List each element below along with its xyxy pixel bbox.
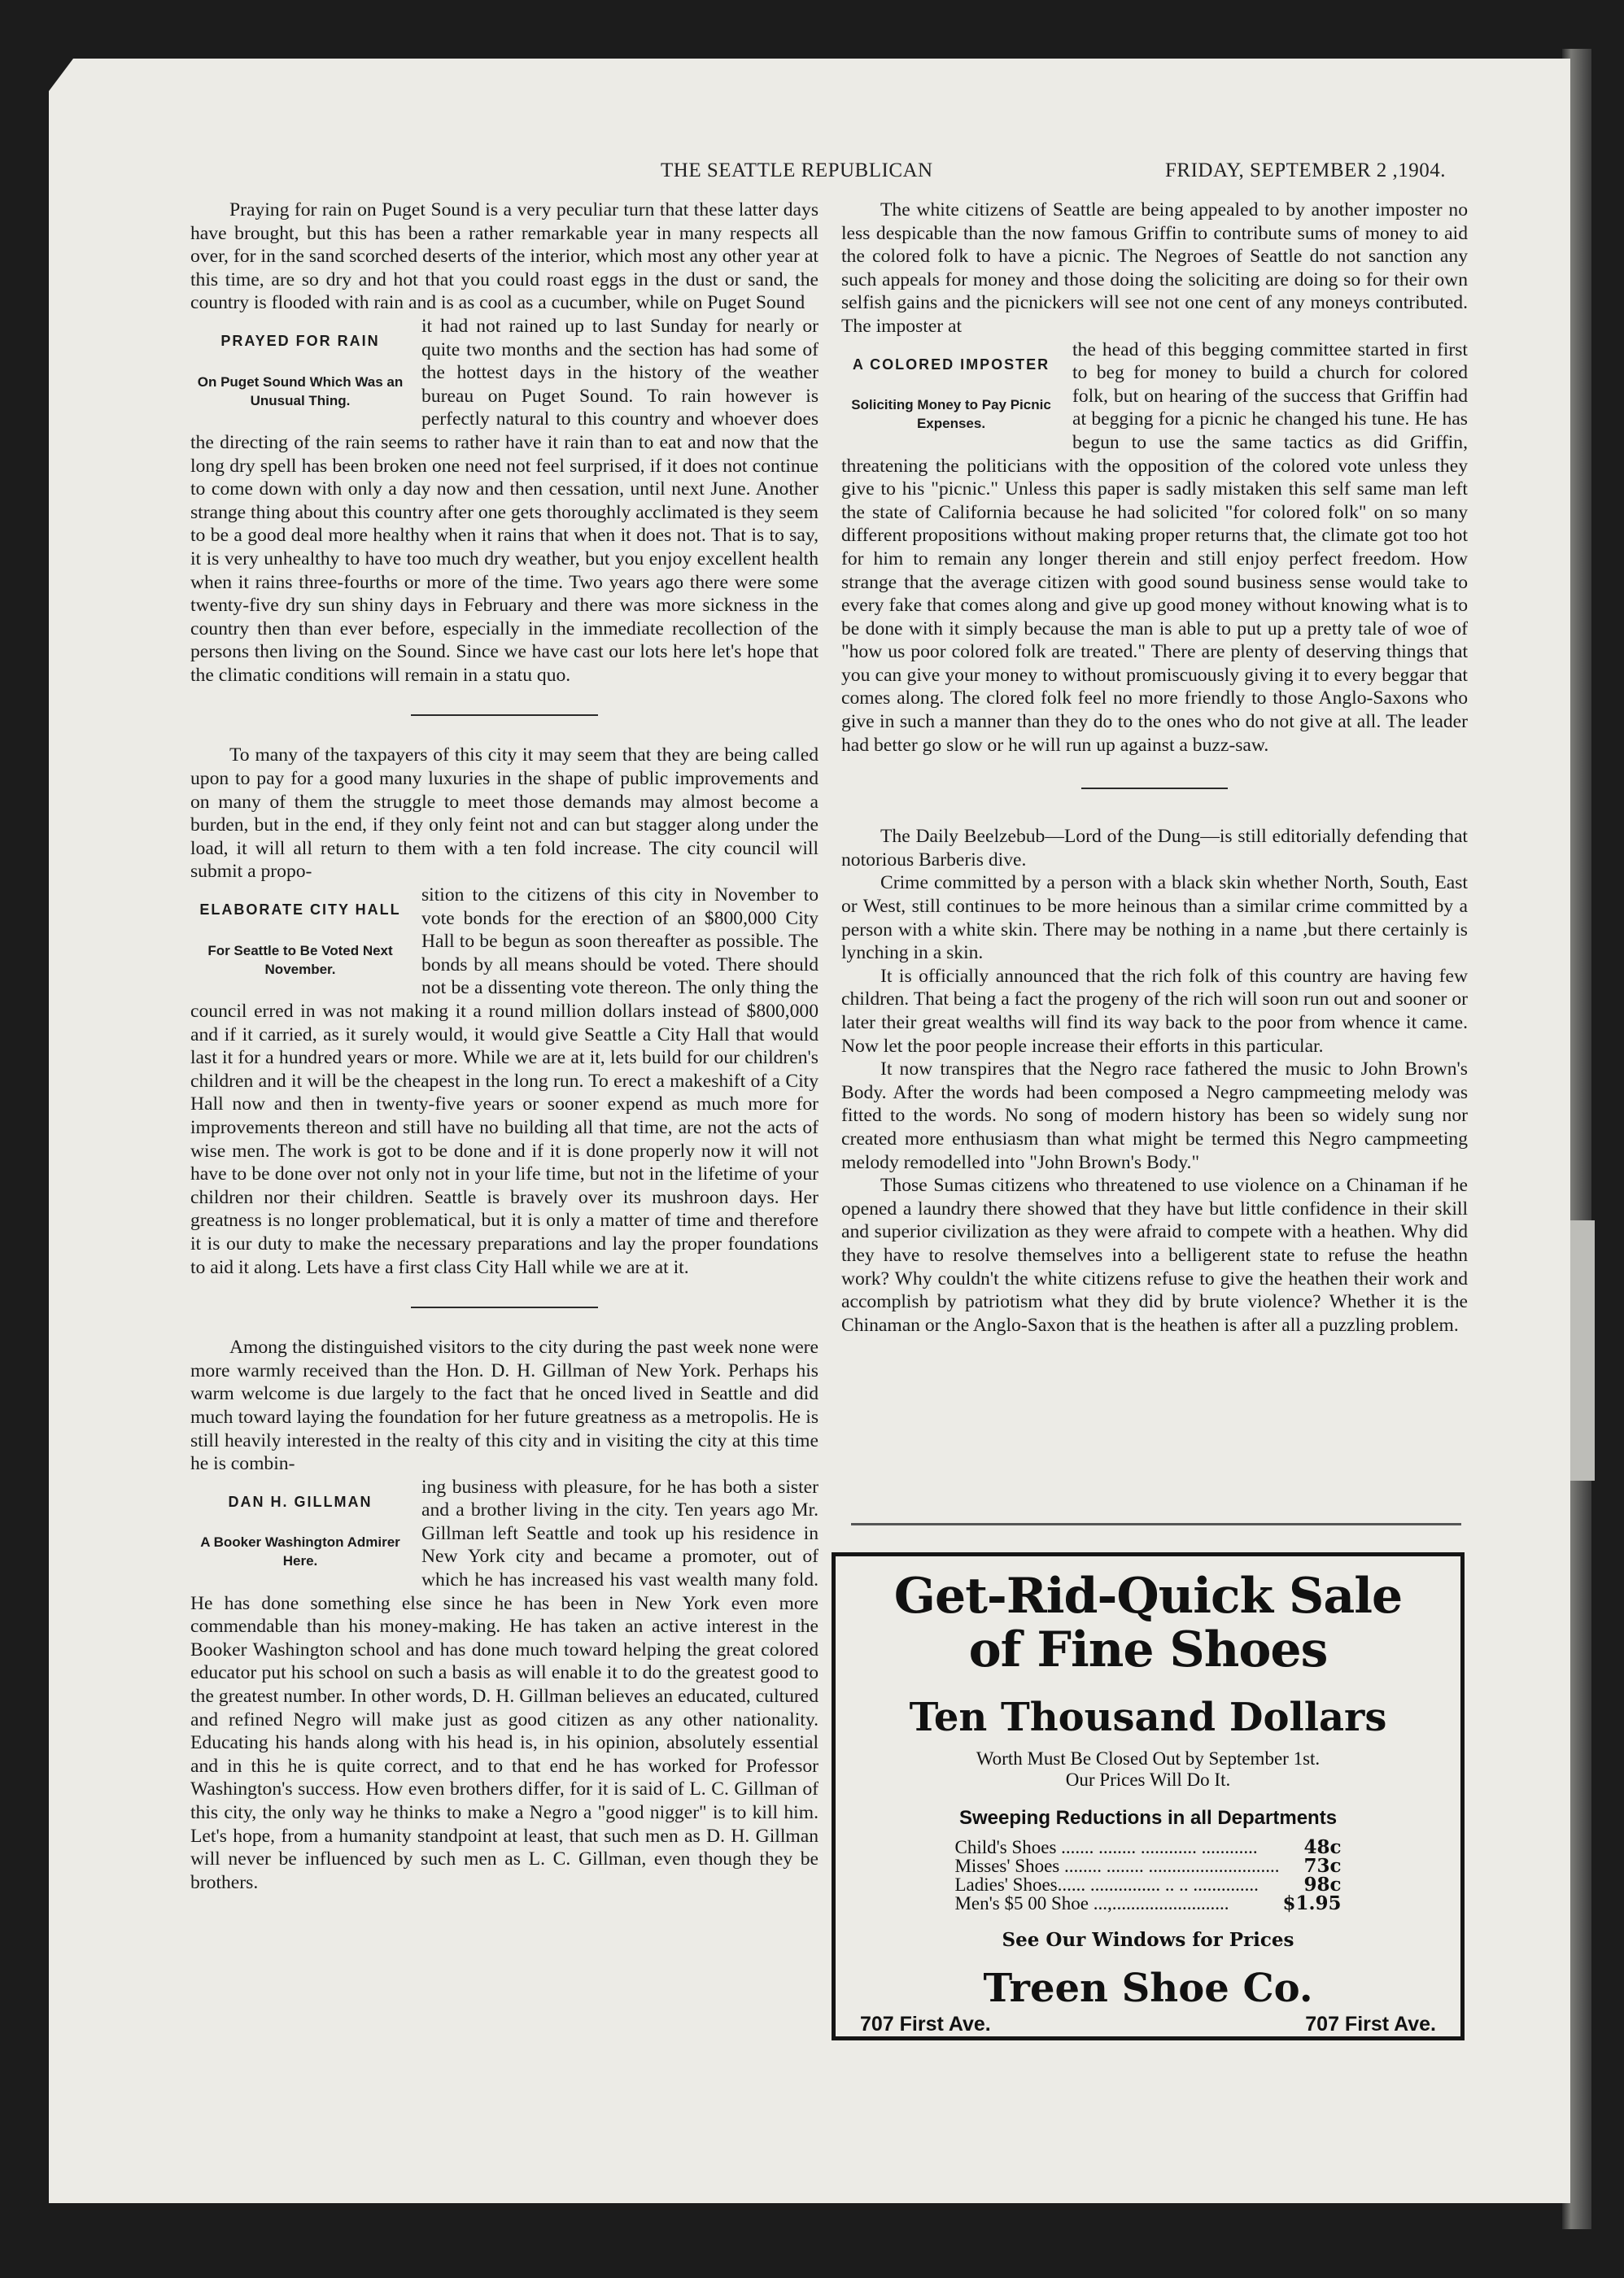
ad-amount: Ten Thousand Dollars: [909, 1695, 1387, 1740]
article-side-headline: [190, 1490, 410, 1571]
item-price: $1.95: [1282, 1892, 1342, 1914]
right-column: [841, 199, 1468, 1337]
item-name-text: Child's Shoes: [954, 1837, 1057, 1857]
ad-reductions-heading: Sweeping Reductions in all Departments: [958, 1807, 1338, 1829]
article-text-span: The white citizens of Seattle are being appealed to by another imposter no less despicable than the now famous Griffin to contribute sums of money to aid the colored folk to have a picnic. The Negroes of Seattle do not sanction any such appeals for money and those doing the soliciting are doing so for their own selfish gains and the picnickers will see not one cent of any moneys contributed. The imposter at: [841, 199, 1468, 337]
article-text-span: the head of this begging committee started in first to beg for money to build a church for colored folk, but on hearing of the success that Griffin had at begging for a picnic he changed his tune. He has begun to use the same tactics as did Griffin, threatening the politicians with the opposition of the colored vote unless they give to his "picnic." Unless this paper is sadly mistaken this self same man left the state of California because he had solicited "for colored folk" on so many different propositions without making proper returns that, the climate got too hot for him to remain any longer therein and still enjoy perfect freedom. How strange that the average citizen with good sound business sense would take to every fake that comes along and give up good money without knowing what is to be done with it simply because the man is able to put up a pretty tale of woe of "how us poor colored folk are treated." There are plenty of deserving things that you can give your money to without promiscuously giving it to every beggar that comes along. The clored folk feel no more friendly to those Anglo-Saxons who give in such a manner than they do to the ones who do not give at all. The leader had better go slow or he will run up against a buzz-saw.: [841, 338, 1468, 756]
article-text: [190, 199, 819, 315]
article-prayed-for-rain: [190, 199, 819, 687]
headline-subtitle: A Booker Washington Admirer Here.: [200, 1534, 400, 1569]
ad-headline-line2: of Fine Shoes: [968, 1621, 1328, 1678]
item-price: 48c: [1303, 1836, 1342, 1858]
ad-separator-rule: [851, 1523, 1461, 1525]
headline-title: A COLORED IMPOSTER: [852, 356, 1050, 373]
article-city-hall: [190, 744, 819, 1279]
article-gillman: [190, 1336, 819, 1894]
headline-subtitle: For Seattle to Be Voted Next November.: [207, 942, 393, 977]
dot-leader: ...... ............... .. .. ..............: [1057, 1874, 1259, 1895]
ad-address-right: 707 First Ave.: [1305, 2013, 1436, 2036]
item-price: 98c: [1303, 1874, 1342, 1896]
ad-address-left: 707 First Ave.: [860, 2013, 991, 2036]
price-row: [954, 1894, 1341, 1913]
price-row: [954, 1857, 1341, 1875]
article-colored-imposter: [841, 199, 1468, 757]
ad-see-windows: See Our Windows for Prices: [1002, 1929, 1294, 1951]
ad-headline: Get-Rid-Quick Sale: [893, 1568, 1403, 1625]
item-name: [954, 1894, 1279, 1913]
shoe-sale-advertisement: [832, 1552, 1465, 2040]
headline-subtitle: Soliciting Money to Pay Picnic Expenses.: [851, 397, 1051, 432]
article-text-span: To many of the taxpayers of this city it may seem that they are being called upon to pay for a good many luxuries in the shape of public improvements and on many of them the struggle to meet those demands may almost become a burden, but in the end, if they only feint not and can but stagger along under the load, it will all return to them with a ten fold increase. The city council will submit a propo-: [190, 744, 819, 883]
ad-address-row: [836, 2013, 1460, 2036]
editorial-paragraph: The Daily Beelzebub—Lord of the Dung—is still editorially defending that notorious Barberis dive.: [841, 826, 1468, 871]
editorial-paragraph: Crime committed by a person with a black skin whether North, South, East or West, still continues to be more heinous than a similar crime committed by a person with a white skin. There may be nothing in a name ,but there certainly is lynching in a skin.: [841, 872, 1468, 964]
item-name-text: Misses' Shoes: [954, 1856, 1060, 1876]
dot-leader: ...,.........................: [1089, 1893, 1229, 1914]
page-edge-highlight: [1570, 1220, 1595, 1481]
headline-title: DAN H. GILLMAN: [228, 1493, 373, 1510]
item-name-text: Ladies' Shoes: [954, 1874, 1058, 1895]
editorial-paragraphs: [841, 825, 1468, 1337]
article-text-span: sition to the citizens of this city in November to vote bonds for the erection of an $800,000 City Hall to be begun as soon thereafter as possible. The bonds by all means should be voted. There should not be a dissenting vote thereon. The only thing the council erred in was not making it a round million dollars instead of $800,000 and if it carried, as it surely would, it would give Seattle a City Hall that would last it for a hundred years or more. While we are at it, lets build for our children's children and it will be the cheapest in the long run. To erect a makeshift of a City Hall now and then in twenty-five years or sooner expend as much more for improvements thereon and still have no building all that time, are not the acts of wise men. The work is got to be done and if it is done properly now it will not have to be done over not only not in your life time, but not in the lifetime of your children nor their children. Seattle is bravely over its mushroon days. Her greatness is no longer problematical, but it is only a matter of time and therefore it is our duty to make the necessary preparations and lay the proper foundations to aid it along. Lets have a first class City Hall while we are at it.: [190, 884, 819, 1278]
ad-worth-line: Worth Must Be Closed Out by September 1st.: [976, 1748, 1321, 1769]
dot-leader: ........ ........ ............................: [1059, 1856, 1280, 1876]
left-column: [190, 199, 819, 1894]
section-divider: [411, 714, 598, 716]
masthead-paper-name: THE SEATTLE REPUBLICAN: [661, 159, 933, 181]
article-text-span: Praying for rain on Puget Sound is a very peculiar turn that these latter days have brought, but this has been a rather remarkable year in many respects all over, for in the sand scorched deserts of the interior, which most any other year at this time, are so dry and hot that you could roast eggs in the dust or sand, the country is flooded with rain and is as cool as a cucumber, while on Puget Sound: [190, 199, 819, 314]
ad-company-name: Treen Shoe Co.: [983, 1966, 1313, 2011]
headline-subtitle: On Puget Sound Which Was an Unusual Thing.: [197, 373, 404, 408]
editorial-paragraph: Those Sumas citizens who threatened to use violence on a Chinaman if he opened a laundry there showed that they have but little confidence in their skill and superior civilization as they were afraid to compete with a heathen. Why did they have to resolve themselves into a belligerent state to refuse the heathn work? Why couldn't the white citizens refuse to give the heathen their work and accomplish by patriotism what they did by brute violence? Whether it is the Chinaman or the Anglo-Saxon that is the heathen is after all a puzzling problem.: [841, 1175, 1468, 1336]
article-side-headline: [190, 898, 410, 979]
masthead-date: FRIDAY, SEPTEMBER 2 ,1904.: [1165, 159, 1447, 181]
ad-worth-line2: Our Prices Will Do It.: [1065, 1770, 1231, 1790]
price-row: [954, 1838, 1341, 1857]
article-text-span: it had not rained up to last Sunday for nearly or quite two months and the section has had some of the hottest days in the history of the weather bureau on Puget Sound. To rain however is perfectly natural to this country and whoever does the directing of the rain seems to rather have it rain than to eat and now that the long dry spell has been broken one need not feel surprised, if it does not continue to come down with only a day now and then cessation, until next June. Another strange thing about this country after one gets thoroughly acclimated is they seem to be a good deal more healthy when it rains that when it does not. That is to say, it is very unhealthy to have too much dry weather, but you enjoy excellent health when it rains three-fourths or more of the time. Two years ago there were some twenty-five dry sun shiny days in February and there was more sickness in the country then than ever before, especially in the immediate recollection of the persons then living on the Sound. Since we have cast our lots here let's hope that the climatic conditions will remain in a statu quo.: [190, 315, 819, 686]
article-side-headline: [841, 353, 1061, 434]
editorial-paragraph: It is officially announced that the rich folk of this country are having few children. That being a fact the progeny of the rich will soon run out and sooner or later their great wealths will find its way back to the poor from whence it came. Now let the poor people increase their efforts in this particular.: [841, 965, 1468, 1057]
article-text: [841, 199, 1468, 338]
article-side-headline: [190, 329, 410, 410]
item-name-text: Men's $5 00 Shoe: [954, 1893, 1089, 1914]
item-name: [954, 1857, 1279, 1875]
section-divider: [411, 1307, 598, 1308]
ad-price-list: [954, 1838, 1341, 1913]
article-text-span: Among the distinguished visitors to the city during the past week none were more warmly received than the Hon. D. H. Gillman of New York. Perhaps his warm welcome is due largely to the fact that he onced lived in Seattle and did much toward laying the foundation for her future greatness as a metropolis. He is still heavily interested in the realty of this city and in visiting the city at this time he is combin-: [190, 1337, 819, 1475]
dot-leader: ....... ........ ............ ............: [1056, 1837, 1258, 1857]
article-text-span: ing business with pleasure, for he has both a sister and a brother living in the city. Ten years ago Mr. Gillman left Seattle and took up his residence in New York city and became a promoter, out of which he has increased his vast wealth many fold. He has done something else since he has been in New York even more commendable than his money-making. He has taken an active interest in the Booker Washington school and has done much toward helping the great colored educator put his school on such a basis as will enable it to do the greatest good to the greatest number. In other words, D. H. Gillman believes an educated, cultured and refined Negro will make just as good citizen as any other nationality. Educating his hands along with his head is, in his opinion, absolutely essential and in this he is quite correct, and to that end he has worked for Professor Washington's success. How even brothers differ, for it is said of L. C. Gillman of this city, the only way he thinks to make a Negro a "good nigger" is to kill him. Let's hope, from a humanity standpoint at least, that such men as D. H. Gillman will never be influenced by such men as L. C. Gillman, even though they be brothers.: [190, 1476, 819, 1893]
item-name: [954, 1875, 1279, 1894]
editorial-paragraph: It now transpires that the Negro race fathered the music to John Brown's Body. After the words had been composed a Negro campmeeting melody was fitted to the words. No song of modern history has been so widely sung nor created more enthusiasm than what might be termed this Negro campmeeting melody remodelled into "John Brown's Body.": [841, 1058, 1468, 1173]
section-divider: [1081, 788, 1228, 789]
item-name: [954, 1838, 1279, 1857]
article-text: [190, 1336, 819, 1476]
article-text: [190, 744, 819, 884]
headline-title: PRAYED FOR RAIN: [220, 332, 380, 349]
price-row: [954, 1875, 1341, 1894]
headline-title: ELABORATE CITY HALL: [199, 901, 401, 919]
item-price: 73c: [1303, 1855, 1342, 1877]
